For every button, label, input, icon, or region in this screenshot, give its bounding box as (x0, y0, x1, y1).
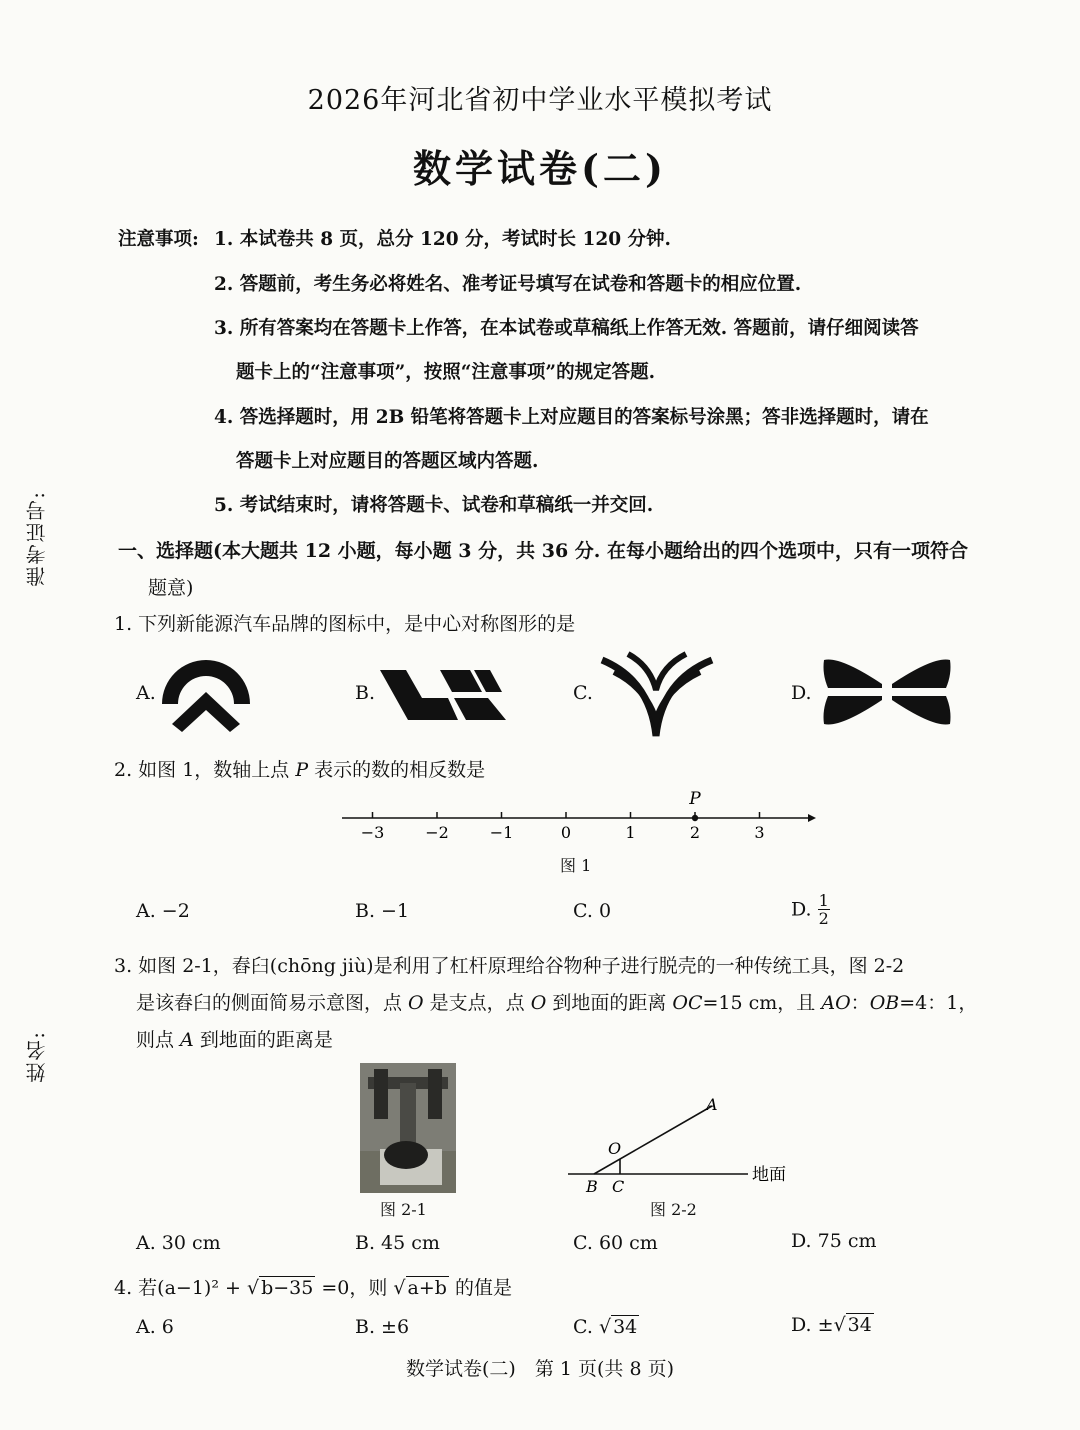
q3-option-c: C. 60 cm (573, 1232, 658, 1254)
mortar-photo (360, 1063, 456, 1193)
q3-option-d: D. 75 cm (791, 1230, 877, 1252)
question-4-stem: 4. 若(a−1)² + √ b−35 =0，则 √ a+b 的值是 (114, 1277, 512, 1299)
question-3-line-2: 是该舂臼的侧面简易示意图，点 O 是支点，点 O 到地面的距离 OC=15 cm，且 AO：OB=4：1， (136, 992, 978, 1014)
section-title: 一、选择题(本大题共 12 小题，每小题 3 分，共 36 分. 在每小题给出的四个选项中，只有一项符合 (118, 540, 969, 562)
notes-label: 注意事项: (118, 229, 199, 250)
exam-id-label: 准考证号: (25, 490, 49, 587)
note-item-2: 2. 答题前，考生务必将姓名、准考证号填写在试卷和答题卡的相应位置. (214, 274, 802, 295)
question-2-stem: 2. 如图 1，数轴上点 P 表示的数的相反数是 (114, 759, 486, 781)
q4-option-c: C. √ 34 (573, 1316, 638, 1338)
axis-tick-label: −2 (425, 823, 449, 842)
q4-option-a: A. 6 (136, 1316, 174, 1338)
question-3-line-3: 则点 A 到地面的距离是 (136, 1029, 333, 1051)
point-a-label: A (706, 1095, 718, 1114)
figure-2-2-caption: 图 2-2 (650, 1200, 697, 1219)
point-c-label: C (612, 1177, 625, 1196)
axis-tick-label: −1 (489, 823, 514, 842)
q1-option-d-label: D. (791, 682, 812, 704)
lever-diagram (560, 1090, 800, 1200)
question-1-stem: 1. 下列新能源汽车品牌的图标中，是中心对称图形的是 (114, 613, 576, 635)
figure-2-1-caption: 图 2-1 (380, 1200, 427, 1219)
note-item-3-cont: 题卡上的“注意事项”，按照“注意事项”的规定答题. (236, 362, 656, 383)
ground-label: 地面 (752, 1165, 786, 1185)
q2-option-c: C. 0 (573, 900, 612, 922)
axis-arrow-icon (808, 814, 816, 822)
note-item-3: 3. 所有答案均在答题卡上作答，在本试卷或草稿纸上作答无效. 答题前，请仔细阅读答 (214, 318, 919, 339)
q3-option-a: A. 30 cm (136, 1232, 221, 1254)
exam-subtitle: 数学试卷(二) (413, 146, 667, 191)
q1-option-a-label: A. (136, 682, 156, 704)
question-3-line-1: 3. 如图 2-1，舂臼(chōng jiù)是利用了杠杆原理给谷物种子进行脱壳的一种传统工具，图 2-2 (114, 955, 905, 977)
note-item-4: 4. 答选择题时，用 2B 铅笔将答题卡上对应题目的答案标号涂黑；答非选择题时，请在 (214, 407, 929, 428)
axis-tick-label: 0 (560, 823, 572, 842)
page-footer: 数学试卷(二) 第 1 页(共 8 页) (406, 1358, 674, 1380)
q4-option-d: D. ±√ 34 (791, 1314, 872, 1336)
slanted-blocks-logo-icon (378, 668, 510, 724)
v-wings-logo-icon (600, 650, 714, 738)
q4-option-b: B. ±6 (355, 1316, 410, 1338)
q3-option-b: B. 45 cm (355, 1232, 440, 1254)
axis-tick-label: 3 (754, 823, 765, 842)
bowtie-logo-icon (820, 654, 954, 730)
point-p-label: P (689, 789, 701, 809)
q2-option-d: D. $\frac{1}{2}$ (791, 891, 829, 928)
figure-1-caption: 图 1 (560, 856, 592, 875)
q1-option-b-label: B. (355, 682, 376, 704)
fraction-one-half: $\frac{1}{2}$ (818, 891, 829, 928)
name-label: 姓名: (25, 1030, 49, 1083)
axis-tick-label: 2 (689, 823, 701, 842)
point-b-label: B (586, 1177, 598, 1196)
exam-title: 2026年河北省初中学业水平模拟考试 (307, 85, 773, 116)
note-item-4-cont: 答题卡上对应题目的答题区域内答题. (236, 451, 539, 472)
section-title-cont: 题意) (148, 577, 194, 599)
number-line-figure (330, 784, 820, 844)
note-item-1: 1. 本试卷共 8 页，总分 120 分，考试时长 120 分钟. (214, 229, 671, 250)
arch-chevron-logo-icon (156, 652, 256, 734)
point-o-label: O (608, 1139, 622, 1158)
point-p-marker (692, 815, 698, 821)
axis-tick-label: −3 (360, 823, 385, 842)
q1-option-c-label: C. (573, 682, 593, 704)
note-item-5: 5. 考试结束时，请将答题卡、试卷和草稿纸一并交回. (214, 495, 654, 516)
axis-tick-label: 1 (625, 823, 636, 842)
q2-option-a: A. −2 (136, 900, 190, 922)
q2-option-b: B. −1 (355, 900, 410, 922)
